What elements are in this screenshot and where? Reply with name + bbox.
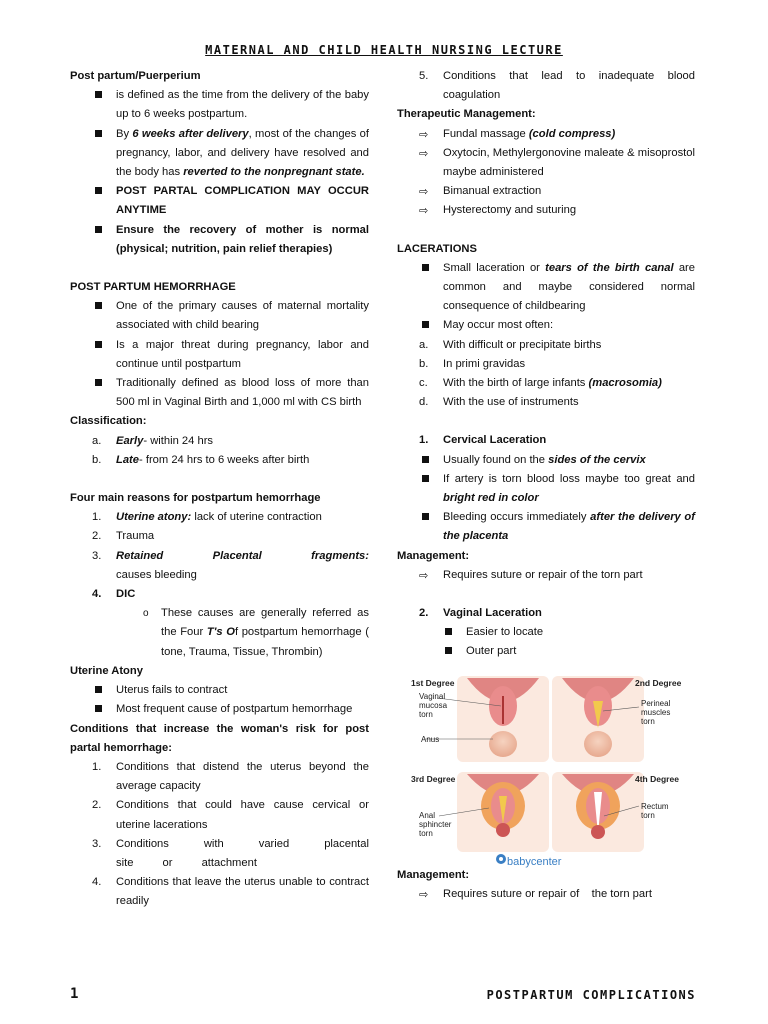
bullet-square-icon bbox=[95, 705, 102, 712]
list-item: a. Early- within 24 hrs bbox=[92, 434, 214, 447]
list-item: c. With the birth of large infants (macrosomia) bbox=[419, 377, 662, 390]
babycenter-logo: babycenter bbox=[507, 855, 562, 868]
arrow-right-icon: ⇨ bbox=[419, 887, 429, 901]
bullet-square-icon bbox=[95, 130, 102, 137]
page-header: MATERNAL AND CHILD HEALTH NURSING LECTURE bbox=[205, 43, 563, 57]
bullet-square-icon bbox=[95, 302, 102, 309]
bullet-square-icon bbox=[95, 341, 102, 348]
footer-title: POSTPARTUM COMPLICATIONS bbox=[486, 988, 696, 1002]
list-item: Traditionally defined as blood loss of more than 500 ml in Vaginal Birth and 1,000 ml with CS birth bbox=[70, 374, 369, 412]
heading-pph: POST PARTUM HEMORRHAGE bbox=[70, 281, 236, 294]
third-degree-diagram bbox=[457, 772, 549, 852]
list-item: 1. Conditions that distend the uterus beyond the average capacity bbox=[92, 760, 369, 793]
subheading-vaginal-laceration: 2. Vaginal Laceration bbox=[419, 607, 542, 620]
heading-management-2: Management: bbox=[397, 868, 470, 881]
arrow-right-icon: ⇨ bbox=[419, 146, 429, 160]
list-item: ⇨ Requires suture or repair of the torn part bbox=[397, 885, 695, 904]
bullet-square-icon bbox=[95, 226, 102, 233]
list-item: a. With difficult or precipitate births bbox=[419, 338, 602, 351]
heading-risk-conditions: Conditions that increase the woman's risk for post partal hemorrhage: bbox=[70, 722, 369, 754]
list-item: 5. Conditions that lead to inadequate blood coagulation bbox=[419, 70, 695, 102]
bullet-square-icon bbox=[422, 321, 429, 328]
bullet-square-icon bbox=[422, 456, 429, 463]
bullet-square-icon bbox=[445, 628, 452, 635]
fourth-degree-diagram bbox=[552, 772, 644, 852]
heading-therapeutic-management: Therapeutic Management: bbox=[397, 108, 536, 121]
list-item: b. Late- from 24 hrs to 6 weeks after birth bbox=[92, 453, 310, 466]
list-item: ⇨ Fundal massage (cold compress) bbox=[397, 125, 695, 144]
list-item: ⇨ Oxytocin, Methylergonovine maleate & misoprostol maybe administered bbox=[397, 144, 695, 182]
list-item: is defined as the time from the delivery of the baby up to 6 weeks postpartum. bbox=[70, 86, 369, 124]
callout-label: Anus bbox=[421, 734, 440, 744]
right-column bbox=[397, 67, 695, 904]
list-item: ⇨ Hysterectomy and suturing bbox=[397, 201, 695, 220]
list-item: Easier to locate bbox=[397, 623, 695, 642]
callout-label: Rectum torn bbox=[641, 801, 669, 820]
bullet-square-icon bbox=[422, 475, 429, 482]
list-item: 3. Conditions with varied placental site or attachment bbox=[92, 837, 369, 869]
heading-four-reasons: Four main reasons for postpartum hemorrhage bbox=[70, 492, 321, 505]
list-item: Ensure the recovery of mother is normal (physical; nutrition, pain relief therapies) bbox=[70, 221, 369, 259]
left-column bbox=[70, 67, 369, 912]
bullet-square-icon bbox=[445, 647, 452, 654]
list-item: 4. DIC bbox=[92, 588, 136, 601]
arrow-right-icon: ⇨ bbox=[419, 568, 429, 582]
bullet-square-icon bbox=[95, 187, 102, 194]
list-item: 2. Conditions that could have cause cervical or uterine lacerations bbox=[92, 799, 369, 831]
list-item: 1. Uterine atony: lack of uterine contraction bbox=[92, 511, 322, 524]
callout-label: Vaginal mucosa torn bbox=[419, 691, 448, 719]
list-item: 2. Trauma bbox=[92, 530, 155, 543]
first-degree-diagram bbox=[457, 676, 549, 762]
heading-lacerations: LACERATIONS bbox=[397, 242, 477, 255]
list-item: ⇨ Requires suture or repair of the torn part bbox=[397, 566, 695, 585]
list-item: ⇨ Bimanual extraction bbox=[397, 182, 695, 201]
bullet-square-icon bbox=[95, 379, 102, 386]
arrow-right-icon: ⇨ bbox=[419, 185, 429, 199]
bullet-square-icon bbox=[95, 91, 102, 98]
arrow-right-icon: ⇨ bbox=[419, 204, 429, 218]
list-item: Uterus fails to contract bbox=[70, 681, 369, 700]
list-item: POST PARTAL COMPLICATION MAY OCCUR ANYTIME bbox=[70, 182, 369, 220]
degree-label: 1st Degree bbox=[411, 677, 455, 688]
degree-label: 4th Degree bbox=[635, 773, 679, 784]
list-item: One of the primary causes of maternal mortality associated with child bearing bbox=[70, 297, 369, 335]
list-item: 4. Conditions that leave the uterus unable to contract readily bbox=[92, 876, 369, 908]
callout-label: Anal sphincter torn bbox=[419, 810, 452, 838]
heading-postpartum: Post partum/Puerperium bbox=[70, 70, 201, 82]
subheading-cervical-laceration: 1. Cervical Laceration bbox=[419, 434, 547, 447]
list-item: If artery is torn blood loss maybe too great and bright red in color bbox=[397, 470, 695, 508]
list-item: Bleeding occurs immediately after the delivery of the placenta bbox=[397, 508, 695, 546]
list-item: Outer part bbox=[397, 642, 695, 661]
bullet-circle-icon: o bbox=[143, 608, 149, 620]
heading-classification: Classification: bbox=[70, 415, 147, 428]
callout-label: Perineal muscles torn bbox=[641, 698, 671, 726]
laceration-degrees-figure bbox=[397, 666, 687, 866]
bullet-square-icon bbox=[95, 686, 102, 693]
list-item: By 6 weeks after delivery, most of the changes of pregnancy, labor, and delivery have resolved and the body has reverted to the nonpregnant state. bbox=[70, 125, 369, 183]
list-item: 3. Retained Placental fragments: causes bleeding bbox=[92, 549, 369, 581]
list-item: Usually found on the sides of the cervix bbox=[397, 451, 695, 470]
second-degree-diagram bbox=[552, 676, 644, 762]
page-number: 1 bbox=[70, 986, 79, 1002]
bullet-square-icon bbox=[422, 513, 429, 520]
list-item: May occur most often: bbox=[397, 316, 695, 335]
degree-label: 2nd Degree bbox=[635, 677, 682, 688]
list-item: Small laceration or tears of the birth canal are common and maybe considered normal consequence of childbearing bbox=[397, 259, 695, 317]
arrow-right-icon: ⇨ bbox=[419, 127, 429, 141]
list-item: Is a major threat during pregnancy, labor and continue until postpartum bbox=[70, 336, 369, 374]
list-item: o These causes are generally referred as the Four T's Of postpartum hemorrhage ( tone, Trauma, Tissue, Thrombin) bbox=[70, 604, 369, 662]
degree-label: 3rd Degree bbox=[411, 773, 456, 784]
bullet-square-icon bbox=[422, 264, 429, 271]
heading-management: Management: bbox=[397, 549, 470, 562]
list-item: d. With the use of instruments bbox=[419, 396, 579, 409]
heading-uterine-atony: Uterine Atony bbox=[70, 664, 143, 677]
list-item: Most frequent cause of postpartum hemorrhage bbox=[70, 700, 369, 719]
list-item: b. In primi gravidas bbox=[419, 357, 526, 370]
